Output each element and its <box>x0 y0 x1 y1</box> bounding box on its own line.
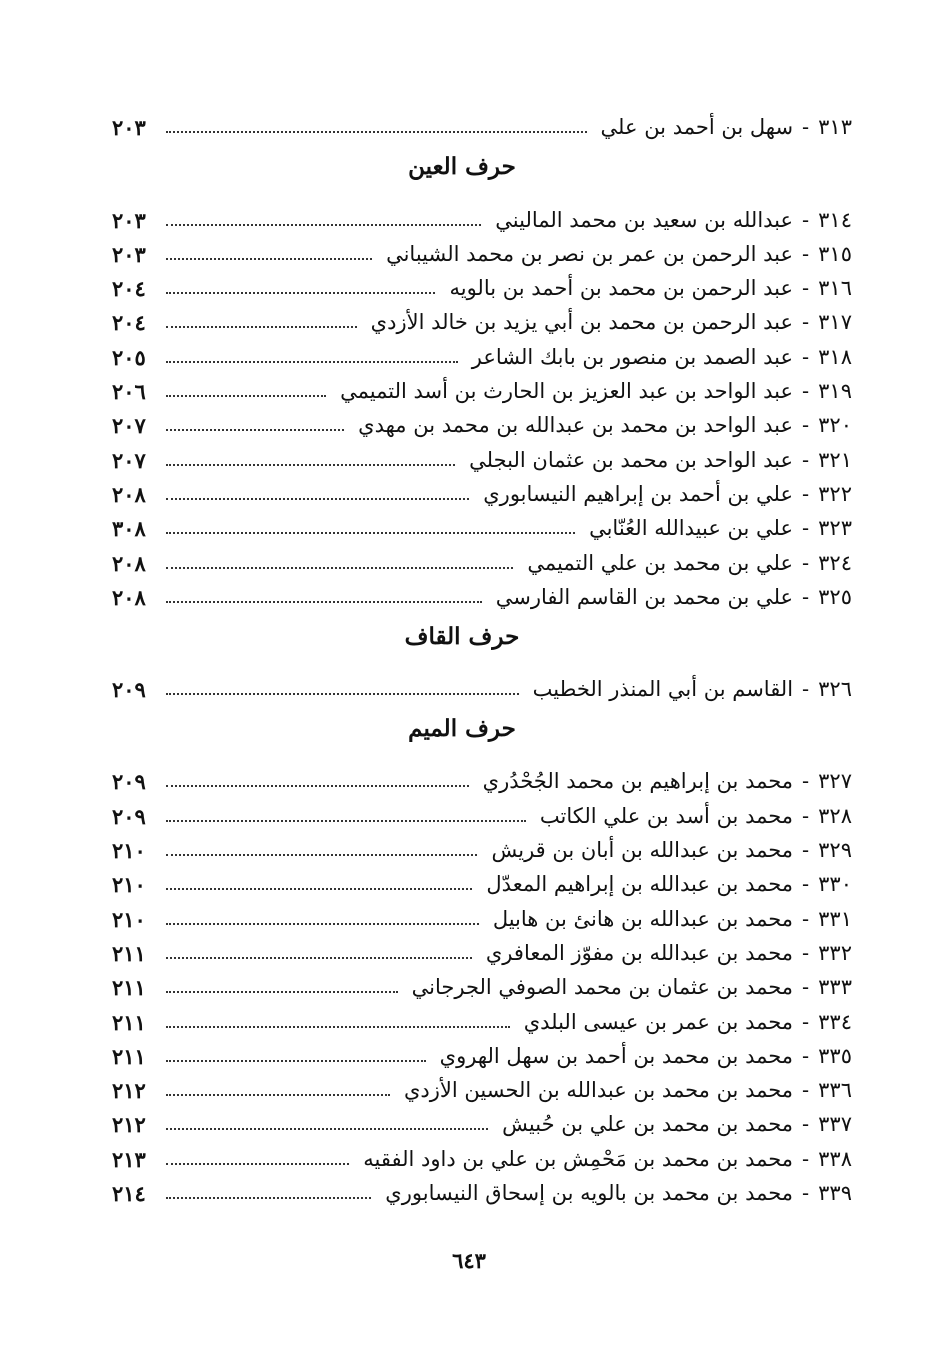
entry-number: ٣٢٧ <box>818 769 852 794</box>
entry-page: ٢٠٩ <box>112 677 146 703</box>
entry-name: عبد الواحد بن محمد بن عبدالله بن محمد بن مهدي <box>358 413 794 438</box>
entry-name: عبد الواحد بن عبد العزيز بن الحارث بن أسد التميمي <box>340 379 794 404</box>
index-entry <box>112 998 852 1035</box>
entry-separator: - <box>802 872 810 897</box>
dot-leader <box>166 257 372 260</box>
entry-separator: - <box>802 906 810 931</box>
entry-number: ٣٢٢ <box>818 481 852 506</box>
entry-page: ٢١٣ <box>112 1146 146 1172</box>
index-entry <box>112 1101 852 1138</box>
entry-page: ٢١٠ <box>112 838 146 864</box>
index-entry <box>112 574 852 608</box>
entry-number: ٣١٧ <box>818 310 852 335</box>
entry-name: محمد بن عبدالله بن مفوّز المعافري <box>485 940 794 965</box>
entry-number: ٣٢٠ <box>818 413 852 438</box>
entry-name: محمد بن محمد بن عبدالله بن الحسين الأزدي <box>403 1078 794 1103</box>
dot-leader <box>166 853 477 856</box>
entry-name: علي بن محمد بن علي التميمي <box>527 550 794 575</box>
dot-leader <box>166 1093 390 1096</box>
entry-name: محمد بن محمد بن أحمد بن سهل الهروي <box>439 1043 794 1068</box>
dot-leader <box>166 497 469 500</box>
entry-number: ٣٣١ <box>818 906 852 931</box>
entry-page: ٢٠٤ <box>112 276 146 302</box>
entry-name: عبد الواحد بن محمد بن عثمان البجلي <box>469 447 794 472</box>
entry-name: عبدالله بن سعيد بن محمد المالیني <box>495 207 794 232</box>
index-entry <box>112 436 852 473</box>
entry-name: عبد الرحمن بن محمد بن أبي يزيد بن خالد الأزدي <box>370 310 794 335</box>
entry-separator: - <box>802 516 810 541</box>
index-entry <box>112 792 852 829</box>
entry-name: محمد بن محمد بن مَحْمِش بن علي بن داود الفقيه <box>363 1146 794 1171</box>
entry-number: ٣٢١ <box>818 447 852 472</box>
entry-number: ٣٣٣ <box>818 975 852 1000</box>
entry-page: ٢٠٩ <box>112 803 146 829</box>
entry-number: ٣٢٦ <box>818 677 852 702</box>
dot-leader <box>166 1162 349 1165</box>
entry-separator: - <box>802 207 810 232</box>
entry-separator: - <box>802 677 810 702</box>
entry-number: ٣٣٧ <box>818 1112 852 1137</box>
entry-number: ٣٢٩ <box>818 838 852 863</box>
index-entry <box>112 666 852 703</box>
entry-name: محمد بن محمد بن بالويه بن إسحاق النيسابوري <box>385 1181 794 1206</box>
dot-leader <box>166 463 455 466</box>
entry-number: ٣٣٢ <box>818 940 852 965</box>
page-number: ٦٤٣ <box>452 1248 486 1273</box>
section-heading: حرف العين <box>408 153 516 181</box>
dot-leader <box>166 428 344 431</box>
entry-page: ٣٠٨ <box>112 516 146 542</box>
entry-name: محمد بن محمد بن علي بن حُبيش <box>502 1112 794 1137</box>
entry-page: ٢١١ <box>112 940 146 966</box>
entry-separator: - <box>802 769 810 794</box>
entry-number: ٣١٥ <box>818 241 852 266</box>
entry-separator: - <box>802 115 810 140</box>
section-heading: حرف القاف <box>404 622 520 650</box>
entry-page: ٢١٠ <box>112 872 146 898</box>
entry-name: محمد بن عبدالله بن هانئ بن هابيل <box>492 906 794 931</box>
index-entry <box>112 231 852 265</box>
dot-leader <box>166 1127 488 1130</box>
dot-leader <box>166 1025 510 1028</box>
entry-number: ٣٣٥ <box>818 1043 852 1068</box>
entry-separator: - <box>802 975 810 1000</box>
entry-page: ٢٠٦ <box>112 379 146 405</box>
entry-number: ٣٢٨ <box>818 803 852 828</box>
index-entry <box>112 1135 852 1172</box>
entry-separator: - <box>802 940 810 965</box>
entry-name: محمد بن أسد بن علي الكاتب <box>539 803 794 828</box>
entry-separator: - <box>802 1181 810 1206</box>
entry-separator: - <box>802 584 810 609</box>
entry-name: عبد الرحمن بن محمد بن أحمد بن بالويه <box>449 276 794 301</box>
index-entry <box>112 104 852 141</box>
entry-separator: - <box>802 447 810 472</box>
dot-leader <box>166 1196 371 1199</box>
index-entry <box>112 505 852 542</box>
entry-name: محمد بن عمر بن عيسى البلدي <box>523 1009 794 1034</box>
dot-leader <box>166 360 458 363</box>
entry-name: محمد بن عبدالله بن أبان بن قريش <box>491 838 794 863</box>
entry-separator: - <box>802 1043 810 1068</box>
entry-separator: - <box>802 241 810 266</box>
dot-leader <box>166 692 519 695</box>
index-entry <box>112 539 852 576</box>
entry-name: القاسم بن أبي المنذر الخطيب <box>532 677 794 702</box>
dot-leader <box>166 887 472 890</box>
entry-page: ٢٠٣ <box>112 207 146 233</box>
entry-page: ٢٠٨ <box>112 481 146 507</box>
dot-leader <box>166 531 575 534</box>
entry-separator: - <box>802 1078 810 1103</box>
entry-page: ٢٠٩ <box>112 769 146 795</box>
index-entry <box>112 265 852 302</box>
dot-leader <box>166 1059 426 1062</box>
entry-page: ٢٠٨ <box>112 550 146 576</box>
index-entry <box>112 964 852 1001</box>
entry-number: ٣١٤ <box>818 207 852 232</box>
index-entry <box>112 861 852 898</box>
entry-separator: - <box>802 310 810 335</box>
entry-number: ٣١٣ <box>818 115 852 140</box>
entry-name: محمد بن عبدالله بن إبراهيم المعدّل <box>486 872 794 897</box>
entry-page: ٢٠٤ <box>112 310 146 336</box>
entry-name: عبد الرحمن بن عمر بن نصر بن محمد الشيباني <box>386 241 794 266</box>
entry-page: ٢١٠ <box>112 906 146 932</box>
dot-leader <box>166 291 435 294</box>
entry-separator: - <box>802 1112 810 1137</box>
entry-separator: - <box>802 803 810 828</box>
entry-page: ٢١٢ <box>112 1078 146 1104</box>
entry-page: ٢٠٥ <box>112 344 146 370</box>
dot-leader <box>166 600 482 603</box>
dot-leader <box>166 130 587 133</box>
entry-page: ٢١١ <box>112 1043 146 1069</box>
entry-name: سهل بن أحمد بن علي <box>600 115 794 140</box>
entry-separator: - <box>802 1146 810 1171</box>
entry-separator: - <box>802 481 810 506</box>
index-entry <box>112 402 852 439</box>
entry-number: ٣١٩ <box>818 379 852 404</box>
entry-page: ٢٠٣ <box>112 241 146 267</box>
entry-separator: - <box>802 344 810 369</box>
dot-leader <box>166 325 357 328</box>
dot-leader <box>166 394 326 397</box>
entry-page: ٢٠٧ <box>112 447 146 473</box>
entry-name: عبد الصمد بن منصور بن بابك الشاعر <box>471 344 794 369</box>
entry-name: علي بن عبيدالله العُنّابي <box>589 516 794 541</box>
entry-page: ٢١١ <box>112 975 146 1001</box>
entry-name: محمد بن إبراهيم بن محمد الجُحْدُري <box>482 769 794 794</box>
index-entry <box>112 930 852 964</box>
entry-page: ٢٠٧ <box>112 413 146 439</box>
entry-number: ٣٣٦ <box>818 1078 852 1103</box>
dot-leader <box>166 819 526 822</box>
index-entry <box>112 299 852 336</box>
entry-number: ٣٣٠ <box>818 872 852 897</box>
entry-separator: - <box>802 276 810 301</box>
entry-name: علي بن محمد بن القاسم الفارسي <box>495 584 794 609</box>
entry-separator: - <box>802 1009 810 1034</box>
index-entry <box>112 758 852 795</box>
entry-name: محمد بن عثمان بن محمد الصوفي الجرجاني <box>411 975 794 1000</box>
entry-number: ٣٢٥ <box>818 584 852 609</box>
entry-number: ٣١٦ <box>818 276 852 301</box>
dot-leader <box>166 784 469 787</box>
entry-number: ٣١٨ <box>818 344 852 369</box>
entry-number: ٣٣٤ <box>818 1009 852 1034</box>
index-entry <box>112 368 852 405</box>
dot-leader <box>166 223 481 226</box>
index-entry <box>112 827 852 864</box>
entry-separator: - <box>802 379 810 404</box>
index-entry <box>112 1033 852 1067</box>
entry-page: ٢١٢ <box>112 1112 146 1138</box>
entry-number: ٣٢٣ <box>818 516 852 541</box>
index-list <box>112 104 852 1207</box>
entry-page: ٢١١ <box>112 1009 146 1035</box>
index-entry <box>112 333 852 370</box>
index-entry <box>112 1170 852 1207</box>
index-entry <box>112 471 852 505</box>
index-entry <box>112 196 852 233</box>
entry-page: ٢٠٨ <box>112 584 146 610</box>
entry-page: ٢١٤ <box>112 1181 146 1207</box>
index-entry <box>112 895 852 932</box>
entry-name: علي بن أحمد بن إبراهيم النيسابوري <box>483 481 794 506</box>
dot-leader <box>166 956 472 959</box>
entry-number: ٣٢٤ <box>818 550 852 575</box>
entry-number: ٣٣٩ <box>818 1181 852 1206</box>
entry-separator: - <box>802 550 810 575</box>
section-heading: حرف الميم <box>408 715 516 743</box>
index-entry <box>112 1067 852 1104</box>
entry-page: ٢٠٣ <box>112 115 146 141</box>
dot-leader <box>166 566 513 569</box>
entry-separator: - <box>802 838 810 863</box>
entry-separator: - <box>802 413 810 438</box>
entry-number: ٣٣٨ <box>818 1146 852 1171</box>
dot-leader <box>166 922 479 925</box>
dot-leader <box>166 990 398 993</box>
